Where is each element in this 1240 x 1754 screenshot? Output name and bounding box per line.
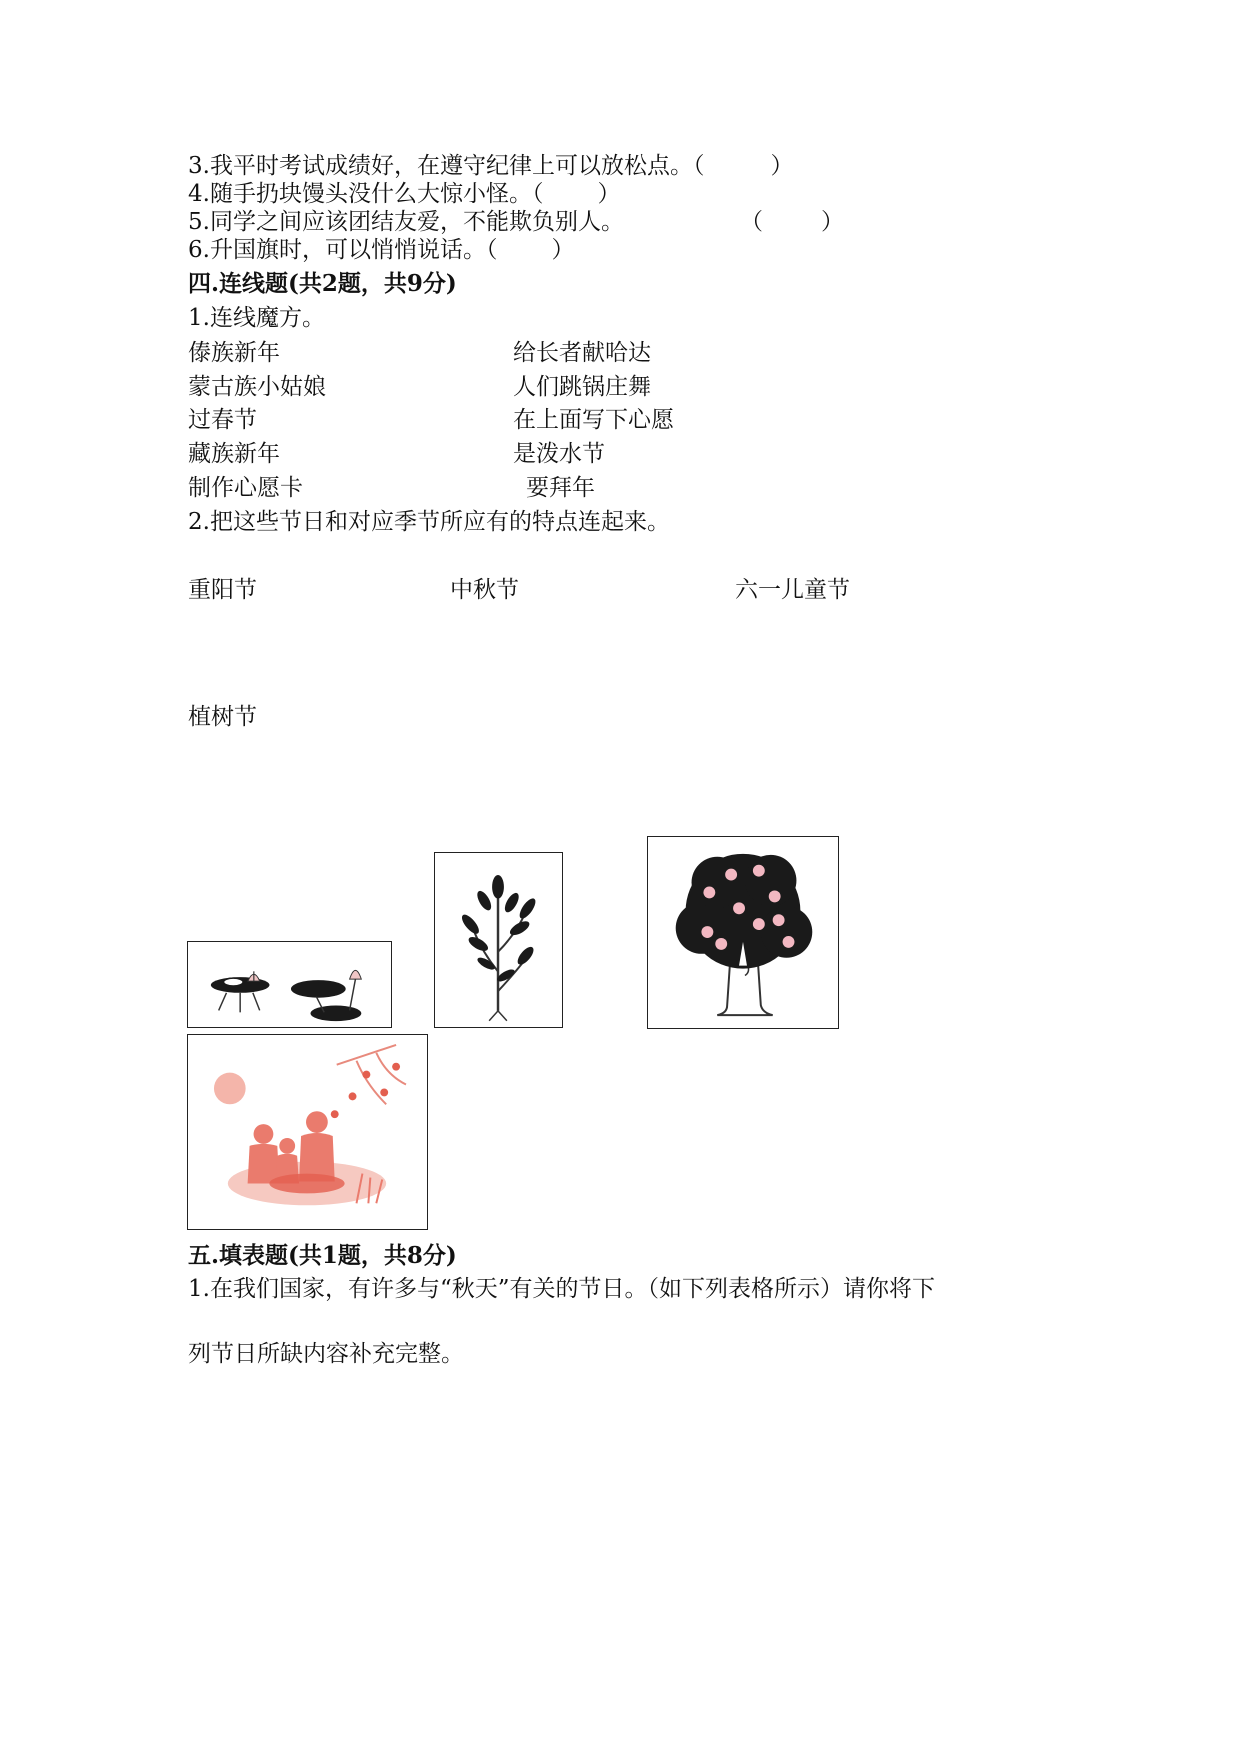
judgment-item-3-close: ） (770, 153, 794, 179)
matching-right-item[interactable]: 在上面写下心愿 (513, 407, 674, 433)
section-5-heading: 五.填表题(共1题，共8分) (188, 1242, 457, 1269)
table-q1-prompt-line2: 列节日所缺内容补充完整。 (188, 1341, 464, 1367)
table-q1-prompt-line1: 1.在我们国家，有许多与“秋天”有关的节日。（如下列表格所示）请你将下 (188, 1276, 935, 1302)
judgment-item-6-text: 6.升国旗时，可以悄悄说话。（ (188, 237, 498, 263)
judgment-item-5-brackets[interactable] (740, 208, 844, 236)
matching-left-item[interactable]: 蒙古族小姑娘 (188, 374, 326, 400)
matching-right-item[interactable]: 是泼水节 (513, 441, 605, 467)
mid-autumn-illustration (188, 1035, 427, 1229)
sapling-image[interactable] (434, 852, 563, 1028)
festival-arbor-day[interactable]: 植树节 (188, 704, 257, 730)
sapling-illustration (435, 853, 562, 1027)
fruit-tree-illustration (648, 837, 838, 1028)
matching-q1-prompt: 1.连线魔方。 (188, 305, 325, 331)
matching-right-item[interactable]: 要拜年 (526, 475, 595, 501)
matching-left-item[interactable]: 傣族新年 (188, 340, 280, 366)
fruit-tree-image[interactable] (647, 836, 839, 1029)
judgment-item-4-close: ） (597, 181, 621, 207)
judgment-item-5-close: ） (821, 209, 844, 235)
matching-right-item[interactable]: 给长者献哈达 (513, 340, 651, 366)
judgment-item-4-text: 4.随手扔块馒头没什么大惊小怪。（ (188, 181, 544, 207)
lotus-illustration (188, 942, 391, 1027)
lotus-image[interactable] (187, 941, 392, 1028)
judgment-item-3 (188, 152, 793, 180)
judgment-item-6 (188, 236, 574, 264)
matching-left-item[interactable]: 过春节 (188, 407, 257, 433)
judgment-item-4 (188, 180, 620, 208)
judgment-item-3-text: 3.我平时考试成绩好，在遵守纪律上可以放松点。（ (188, 153, 705, 179)
festival-zhongqiu[interactable]: 中秋节 (450, 577, 519, 603)
judgment-item-5 (188, 208, 624, 236)
section-4-heading: 四.连线题(共2题，共9分) (188, 270, 457, 297)
matching-q2-prompt: 2.把这些节日和对应季节所应有的特点连起来。 (188, 509, 670, 535)
matching-left-item[interactable]: 制作心愿卡 (188, 475, 303, 501)
matching-left-item[interactable]: 藏族新年 (188, 441, 280, 467)
judgment-item-5-text: 5.同学之间应该团结友爱，不能欺负别人。 (188, 209, 624, 235)
judgment-item-6-close: ） (551, 237, 575, 263)
matching-right-item[interactable]: 人们跳锅庄舞 (513, 374, 651, 400)
mid-autumn-family-image[interactable] (187, 1034, 428, 1230)
festival-childrens-day[interactable]: 六一儿童节 (735, 577, 850, 603)
judgment-item-5-open: （ (740, 209, 763, 235)
festival-chongyang[interactable]: 重阳节 (188, 577, 257, 603)
